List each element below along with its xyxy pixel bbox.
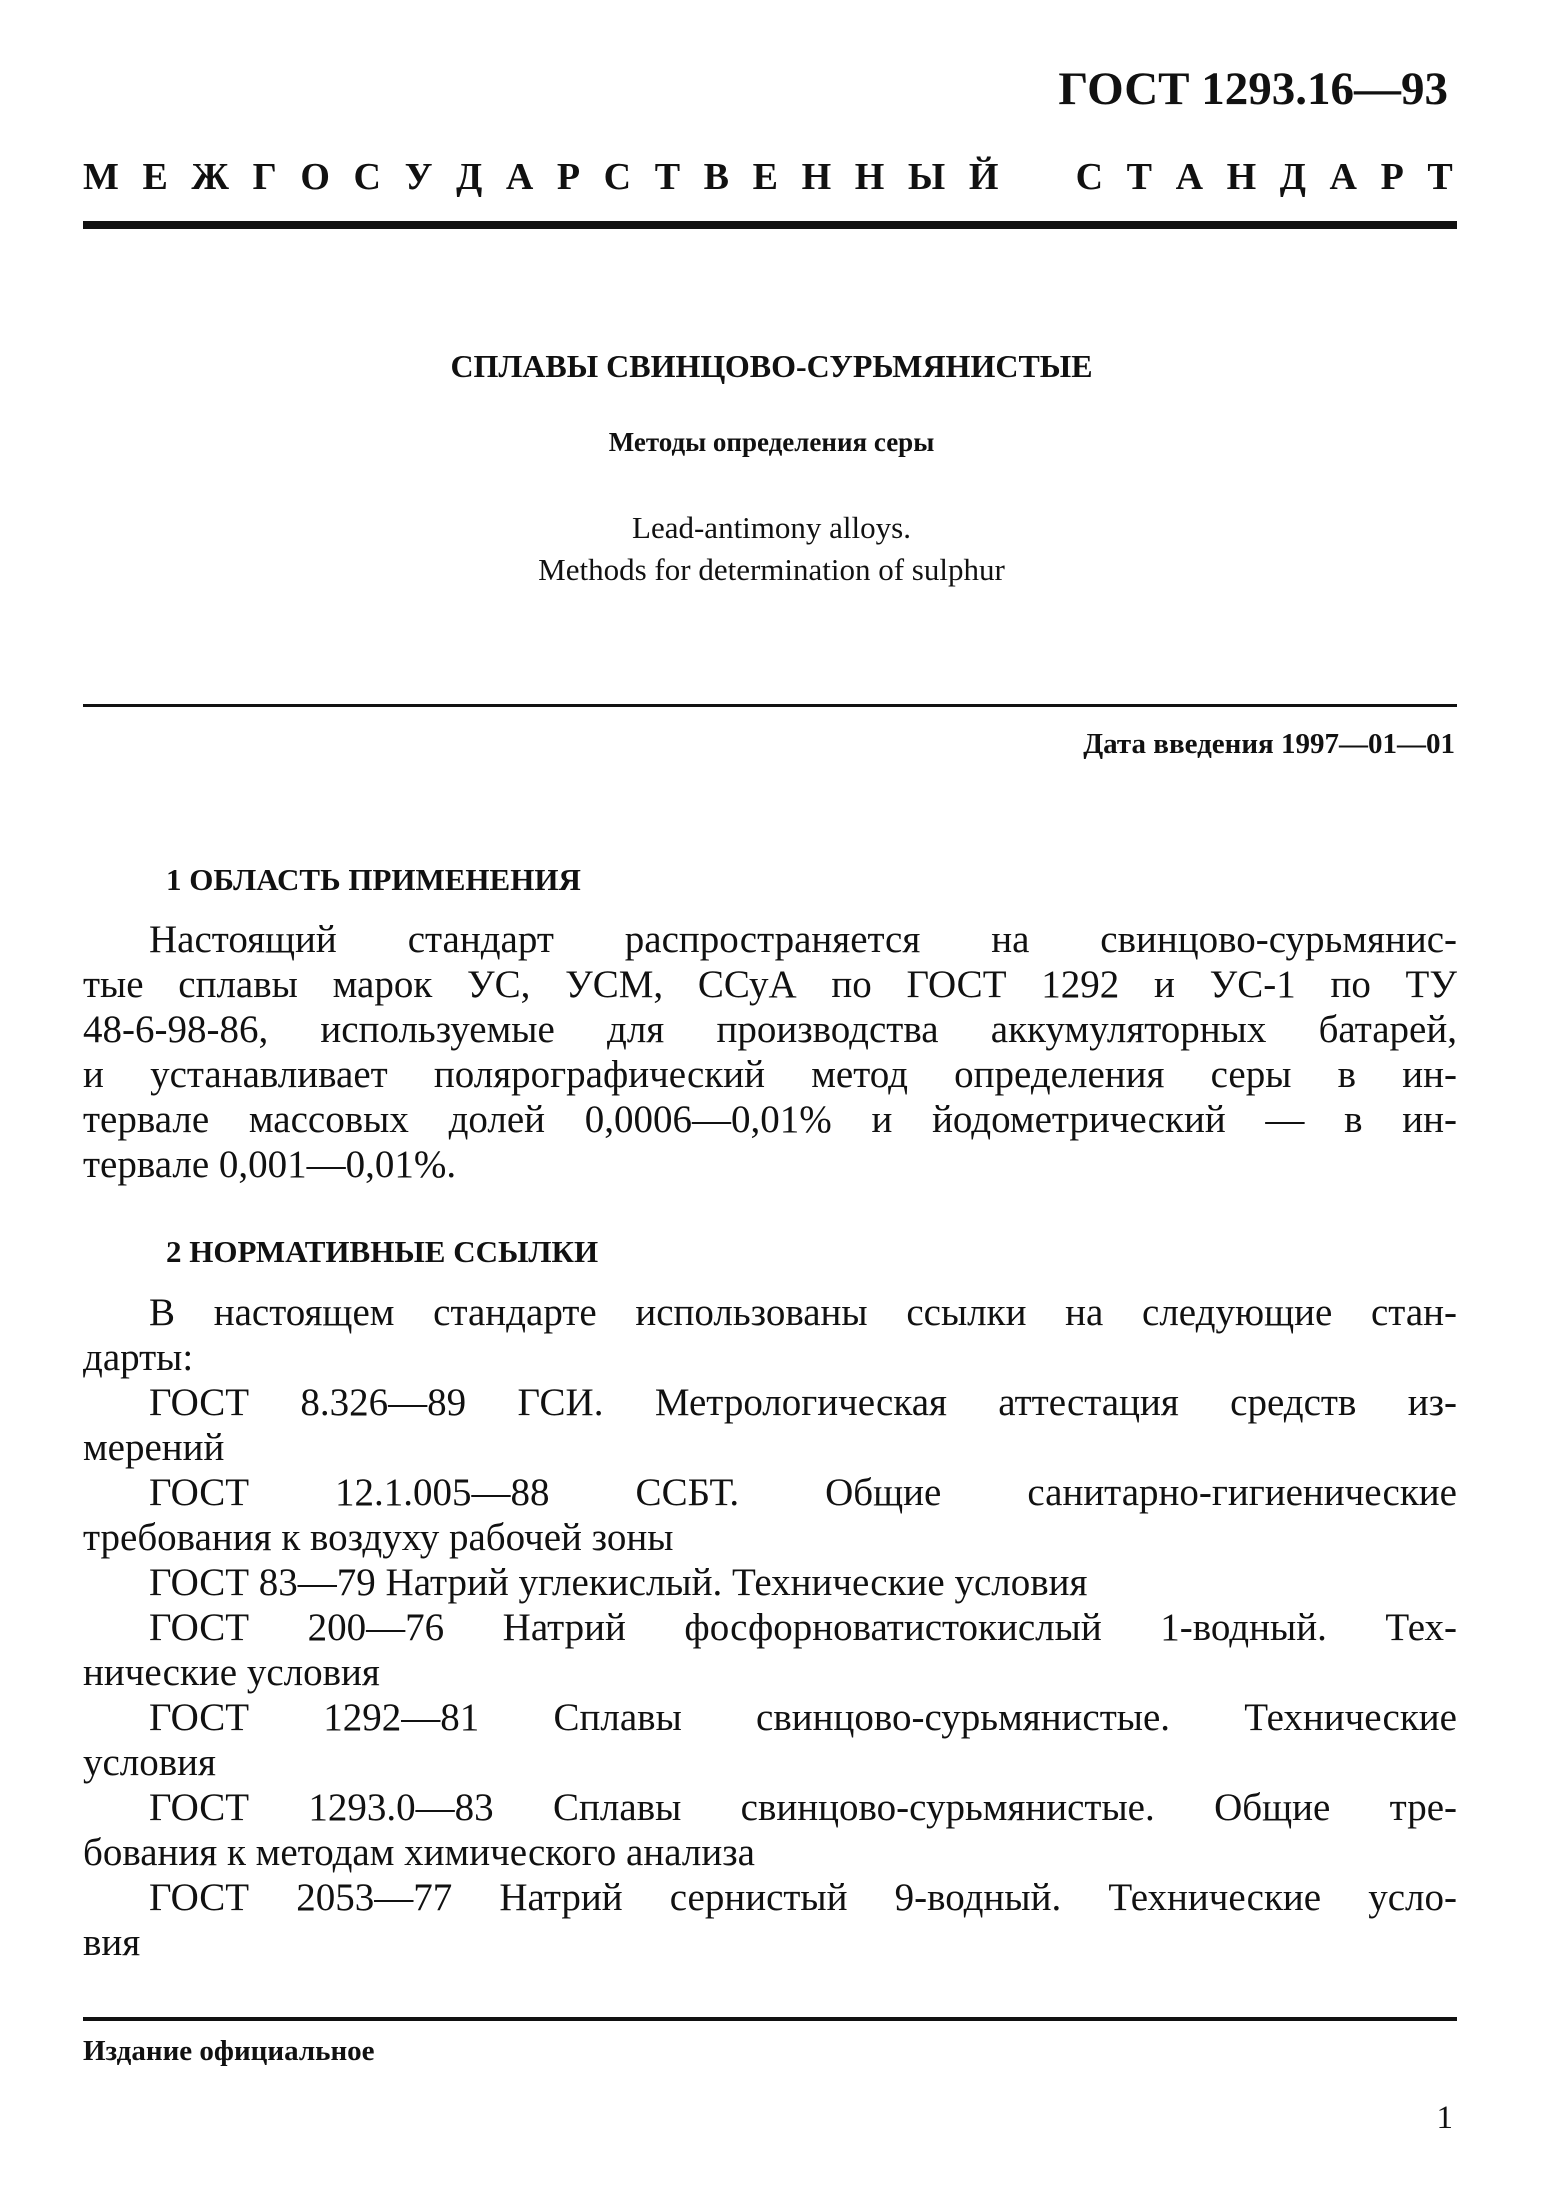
section-2-body [83,1290,1457,1965]
interstate-standard-heading [83,155,1453,199]
interstate-letter: С [353,156,381,198]
interstate-letter: Н [854,156,885,198]
reference-line: ГОСТ 12.1.005—88 ССБТ. Общие санитарно-гигиенические [149,1471,1457,1514]
title-divider [83,704,1457,707]
reference-line: В настоящем стандарте использованы ссылки на следующие стан- [149,1291,1457,1334]
title-english-line: Methods for determination of sulphur [538,552,1005,587]
interstate-letter: А [1175,156,1204,198]
interstate-letter: В [703,156,730,198]
interstate-letter: С [1075,156,1104,198]
page-number: 1 [1436,2100,1453,2136]
word-gap [1022,155,1052,199]
paragraph-line: Настоящий стандарт распространяется на свинцово-сурьмянис- [149,918,1457,961]
interstate-letter: Ы [907,156,946,198]
interstate-letter: Й [968,156,999,198]
reference-line: требования к воздуху рабочей зоны [83,1516,674,1559]
interstate-letter: Т [1427,156,1453,198]
reference-line: нические условия [83,1651,380,1694]
reference-line: ГОСТ 2053—77 Натрий сернистый 9-водный. Технические усло- [149,1876,1457,1919]
reference-line: мерений [83,1426,225,1469]
interstate-letter: Р [556,156,581,198]
interstate-letter: Т [654,156,681,198]
interstate-letter: Е [752,156,778,198]
paragraph-line: тервале массовых долей 0,0006—0,01% и йодометрический — в ин- [83,1098,1457,1141]
paragraph-line: и устанавливает полярографический метод определения серы в ин- [83,1053,1457,1096]
section-1-heading: 1 ОБЛАСТЬ ПРИМЕНЕНИЯ [166,862,581,897]
interstate-letter: Г [252,156,277,198]
date-of-introduction: Дата введения 1997—01—01 [1083,728,1455,760]
header-divider [83,221,1457,229]
interstate-letter: М [83,156,119,198]
reference-line: условия [83,1741,216,1784]
interstate-letter: Ж [191,156,229,198]
interstate-letter: Н [801,156,832,198]
title-russian: СПЛАВЫ СВИНЦОВО-СУРЬМЯНИСТЫЕ [450,348,1093,384]
title-english [0,507,1543,591]
interstate-letter: Е [142,156,168,198]
interstate-letter: С [603,156,632,198]
reference-line: ГОСТ 83—79 Натрий углекислый. Технические условия [149,1561,1088,1604]
paragraph-line: тые сплавы марок УС, УСМ, ССуА по ГОСТ 1292 и УС-1 по ТУ [83,963,1457,1006]
paragraph-line: тервале 0,001—0,01%. [83,1143,457,1186]
interstate-letter: Т [1126,156,1152,198]
interstate-letter: О [300,156,330,198]
gost-number: ГОСТ 1293.16—93 [1058,63,1448,115]
reference-line: ГОСТ 1292—81 Сплавы свинцово-сурьмянистые. Технические [149,1696,1457,1739]
interstate-letter: А [1329,156,1357,198]
reference-line: ГОСТ 8.326—89 ГСИ. Метрологическая аттестация средств из- [149,1381,1457,1424]
reference-line: дарты: [83,1336,194,1379]
reference-line: бования к методам химического анализа [83,1831,755,1874]
section-1-body [83,917,1457,1187]
reference-line: ГОСТ 200—76 Натрий фосфорноватистокислый 1-водный. Тех- [149,1606,1457,1649]
interstate-letter: Д [456,156,483,198]
interstate-letter: А [505,156,534,198]
subtitle-russian: Методы определения серы [608,427,935,457]
interstate-letter: Р [1380,156,1404,198]
interstate-letter: У [404,156,433,198]
footer-divider [83,2017,1457,2021]
reference-line: ГОСТ 1293.0—83 Сплавы свинцово-сурьмянистые. Общие тре- [149,1786,1457,1829]
paragraph-line: 48-6-98-86, используемые для производства аккумуляторных батарей, [83,1008,1457,1051]
edition-label: Издание официальное [83,2035,375,2067]
reference-line: вия [83,1921,141,1964]
section-2-heading: 2 НОРМАТИВНЫЕ ССЫЛКИ [166,1234,599,1269]
title-english-line: Lead-antimony alloys. [632,510,911,545]
interstate-letter: Д [1279,156,1306,198]
interstate-letter: Н [1226,156,1257,198]
